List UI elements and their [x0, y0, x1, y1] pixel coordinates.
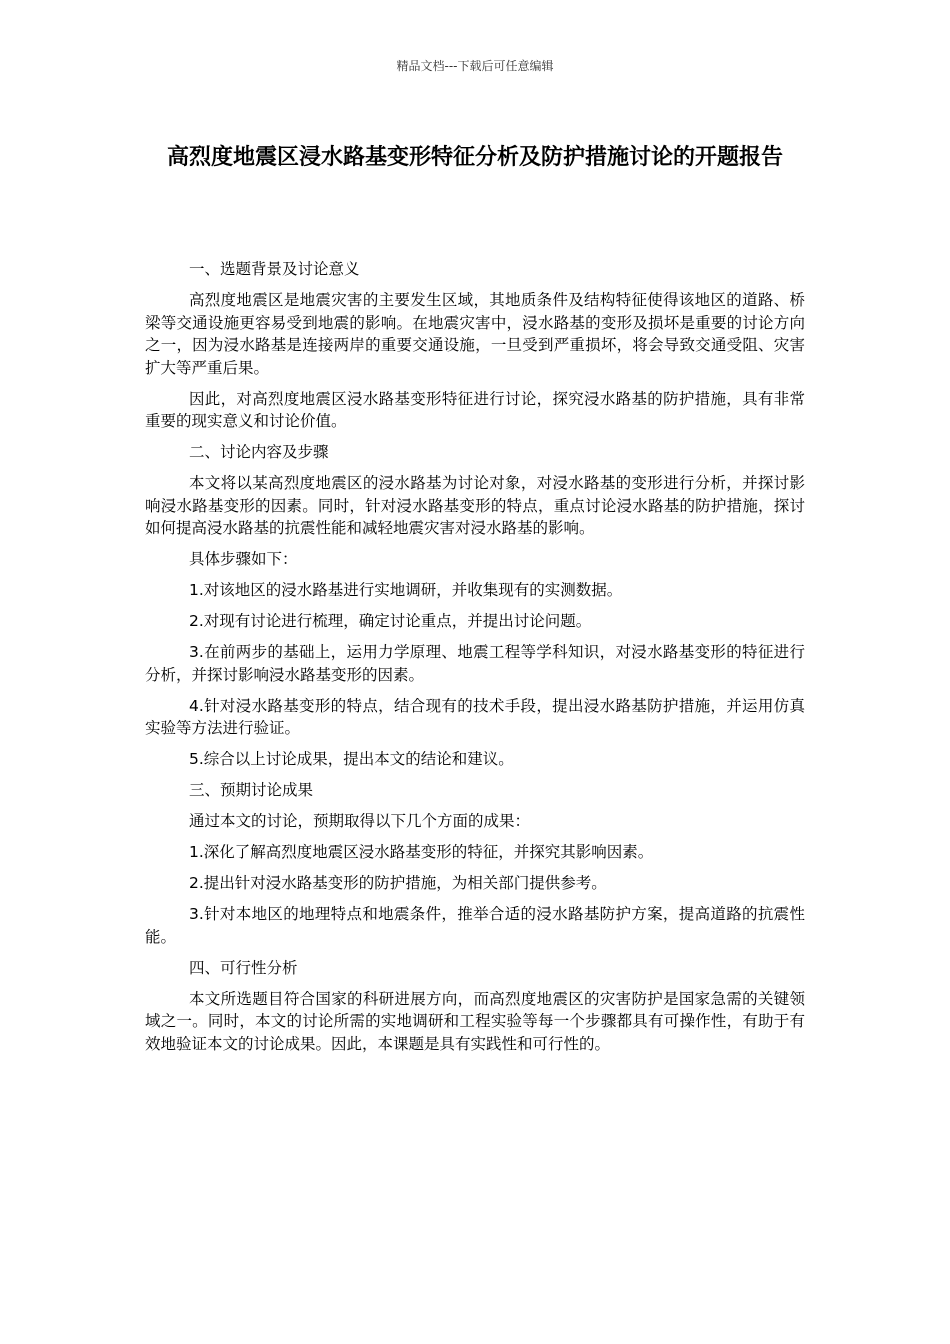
- list-item: 4.针对浸水路基变形的特点，结合现有的技术手段，提出浸水路基防护措施，并运用仿真实验等方法进行验证。: [145, 696, 805, 737]
- paragraph: 高烈度地震区是地震灾害的主要发生区域，其地质条件及结构特征使得该地区的道路、桥梁等交通设施更容易受到地震的影响。在地震灾害中，浸水路基的变形及损坏是重要的讨论方向之一，因为浸水路基是连接两岸的重要交通设施，一旦受到严重损坏，将会导致交通受阻、灾害扩大等严重后果。: [145, 291, 805, 377]
- section-heading: 三、预期讨论成果: [189, 781, 314, 799]
- list-item: 2.对现有讨论进行梳理，确定讨论重点，并提出讨论问题。: [189, 612, 592, 630]
- list-item: 1.深化了解高烈度地震区浸水路基变形的特征，并探究其影响因素。: [189, 843, 654, 861]
- header-note: 精品文档---下载后可任意编辑: [396, 59, 554, 73]
- section-heading: 二、讨论内容及步骤: [189, 443, 329, 461]
- paragraph: 通过本文的讨论，预期取得以下几个方面的成果：: [189, 812, 531, 830]
- paragraph: 本文将以某高烈度地震区的浸水路基为讨论对象，对浸水路基的变形进行分析，并探讨影响浸水路基变形的因素。同时，针对浸水路基变形的特点，重点讨论浸水路基的防护措施，探讨如何提高浸水路基的抗震性能和减轻地震灾害对浸水路基的影响。: [145, 474, 805, 537]
- list-item: 1.对该地区的浸水路基进行实地调研，并收集现有的实测数据。: [189, 581, 623, 599]
- list-item: 2.提出针对浸水路基变形的防护措施，为相关部门提供参考。: [189, 874, 607, 892]
- document-body: [145, 258, 805, 1064]
- list-item: 3.针对本地区的地理特点和地震条件，推举合适的浸水路基防护方案，提高道路的抗震性能。: [145, 905, 805, 946]
- paragraph: 具体步骤如下：: [189, 550, 298, 568]
- paragraph: 本文所选题目符合国家的科研进展方向，而高烈度地震区的灾害防护是国家急需的关键领域之一。同时，本文的讨论所需的实地调研和工程实验等每一个步骤都具有可操作性，有助于有效地验证本文的讨论成果。因此，本课题是具有实践性和可行性的。: [145, 989, 805, 1053]
- section-heading: 一、选题背景及讨论意义: [189, 260, 360, 278]
- paragraph: 因此，对高烈度地震区浸水路基变形特征进行讨论，探究浸水路基的防护措施，具有非常重要的现实意义和讨论价值。: [145, 389, 805, 430]
- section-heading: 四、可行性分析: [189, 958, 298, 977]
- list-item: 5.综合以上讨论成果，提出本文的结论和建议。: [189, 750, 514, 768]
- list-item: 3.在前两步的基础上，运用力学原理、地震工程等学科知识，对浸水路基变形的特征进行分析，并探讨影响浸水路基变形的因素。: [145, 643, 805, 684]
- document-title: 高烈度地震区浸水路基变形特征分析及防护措施讨论的开题报告: [166, 145, 783, 170]
